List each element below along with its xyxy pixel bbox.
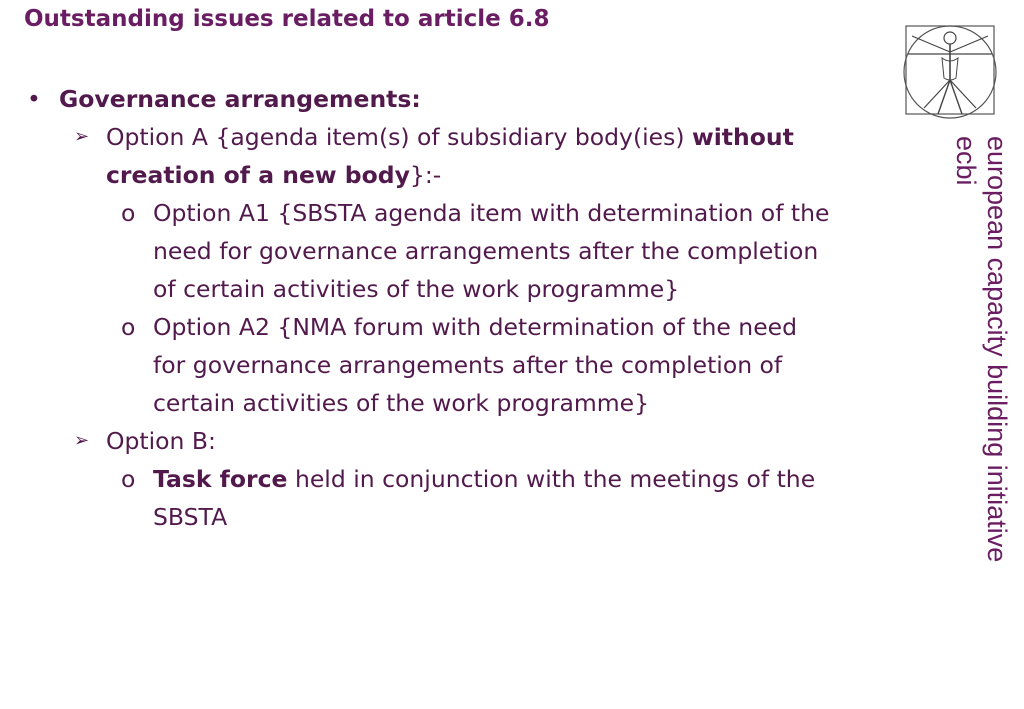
bullet-marker: • <box>27 85 41 113</box>
task-force-bold: Task force <box>153 465 288 493</box>
option-b-line <box>24 422 904 460</box>
task-force-text: held in conjunction with the meetings of the <box>287 465 816 493</box>
slide-title: Outstanding issues related to article 6.8 <box>24 6 550 32</box>
option-a-line-2 <box>24 156 904 194</box>
option-b-label: Option B: <box>106 427 216 455</box>
side-branding-acronym: ecbi <box>951 136 981 186</box>
vitruvian-man-icon <box>898 18 1002 122</box>
option-a2-line-2: for governance arrangements after the completion of <box>153 351 783 379</box>
side-branding-full: european capacity building initiative <box>982 136 1012 563</box>
option-a2-line-3: certain activities of the work programme} <box>153 389 650 417</box>
circle-marker: o <box>121 313 136 341</box>
option-a2-line-1 <box>24 308 904 346</box>
side-branding <box>950 136 1012 562</box>
arrow-marker: ➢ <box>74 126 90 147</box>
arrow-marker: ➢ <box>74 430 90 451</box>
option-a1-line-3: of certain activities of the work programme} <box>153 275 680 303</box>
slide-content <box>24 80 904 536</box>
option-a-bold: without <box>692 123 794 151</box>
task-force-line-1 <box>24 460 904 498</box>
option-a1-text-1: Option A1 {SBSTA agenda item with determination of the <box>153 199 830 227</box>
option-a2-text-1: Option A2 {NMA forum with determination of the need <box>153 313 798 341</box>
option-a-text: Option A {agenda item(s) of subsidiary body(ies) <box>106 123 692 151</box>
option-a-text-2: }:- <box>409 161 442 189</box>
circle-marker: o <box>121 465 136 493</box>
option-a-line-1 <box>24 118 904 156</box>
governance-heading: Governance arrangements: <box>59 85 421 113</box>
task-force-line-2: SBSTA <box>153 503 228 531</box>
option-a1-line-2: need for governance arrangements after the completion <box>153 237 819 265</box>
circle-marker: o <box>121 199 136 227</box>
option-a1-line-1 <box>24 194 904 232</box>
bullet-governance <box>24 80 904 118</box>
option-a-bold-2: creation of a new body <box>106 161 410 189</box>
